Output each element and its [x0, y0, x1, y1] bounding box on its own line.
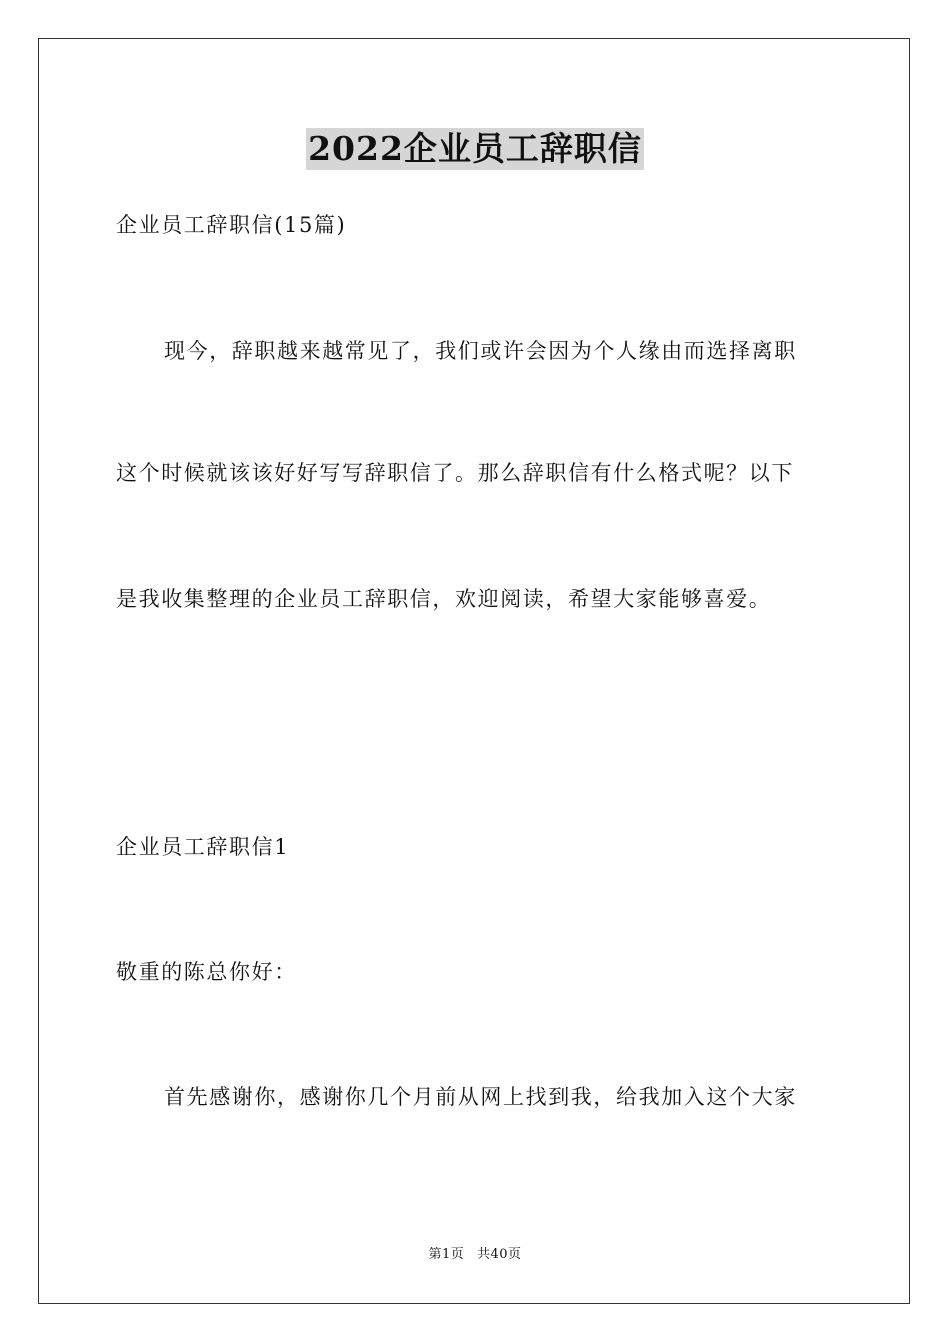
title-container — [0, 128, 950, 170]
body-line-1: 首先感谢你，感谢你几个月前从网上找到我，给我加入这个大家 — [164, 1085, 797, 1109]
intro-line-1: 现今，辞职越来越常见了，我们或许会因为个人缘由而选择离职 — [164, 339, 797, 363]
letter-salutation: 敬重的陈总你好： — [116, 960, 297, 984]
document-title: 2022企业员工辞职信 — [308, 129, 642, 168]
intro-line-3: 是我收集整理的企业员工辞职信，欢迎阅读，希望大家能够喜爱。 — [116, 587, 772, 611]
page-total: 共40页 — [476, 1247, 522, 1262]
intro-line-2: 这个时候就该该好好写写辞职信了。那么辞职信有什么格式呢？以下 — [116, 461, 794, 485]
document-subtitle: 企业员工辞职信(15篇) — [116, 213, 347, 237]
page-footer — [0, 1246, 950, 1264]
section-heading: 企业员工辞职信1 — [116, 835, 290, 859]
page-number: 第1页 — [428, 1247, 465, 1262]
